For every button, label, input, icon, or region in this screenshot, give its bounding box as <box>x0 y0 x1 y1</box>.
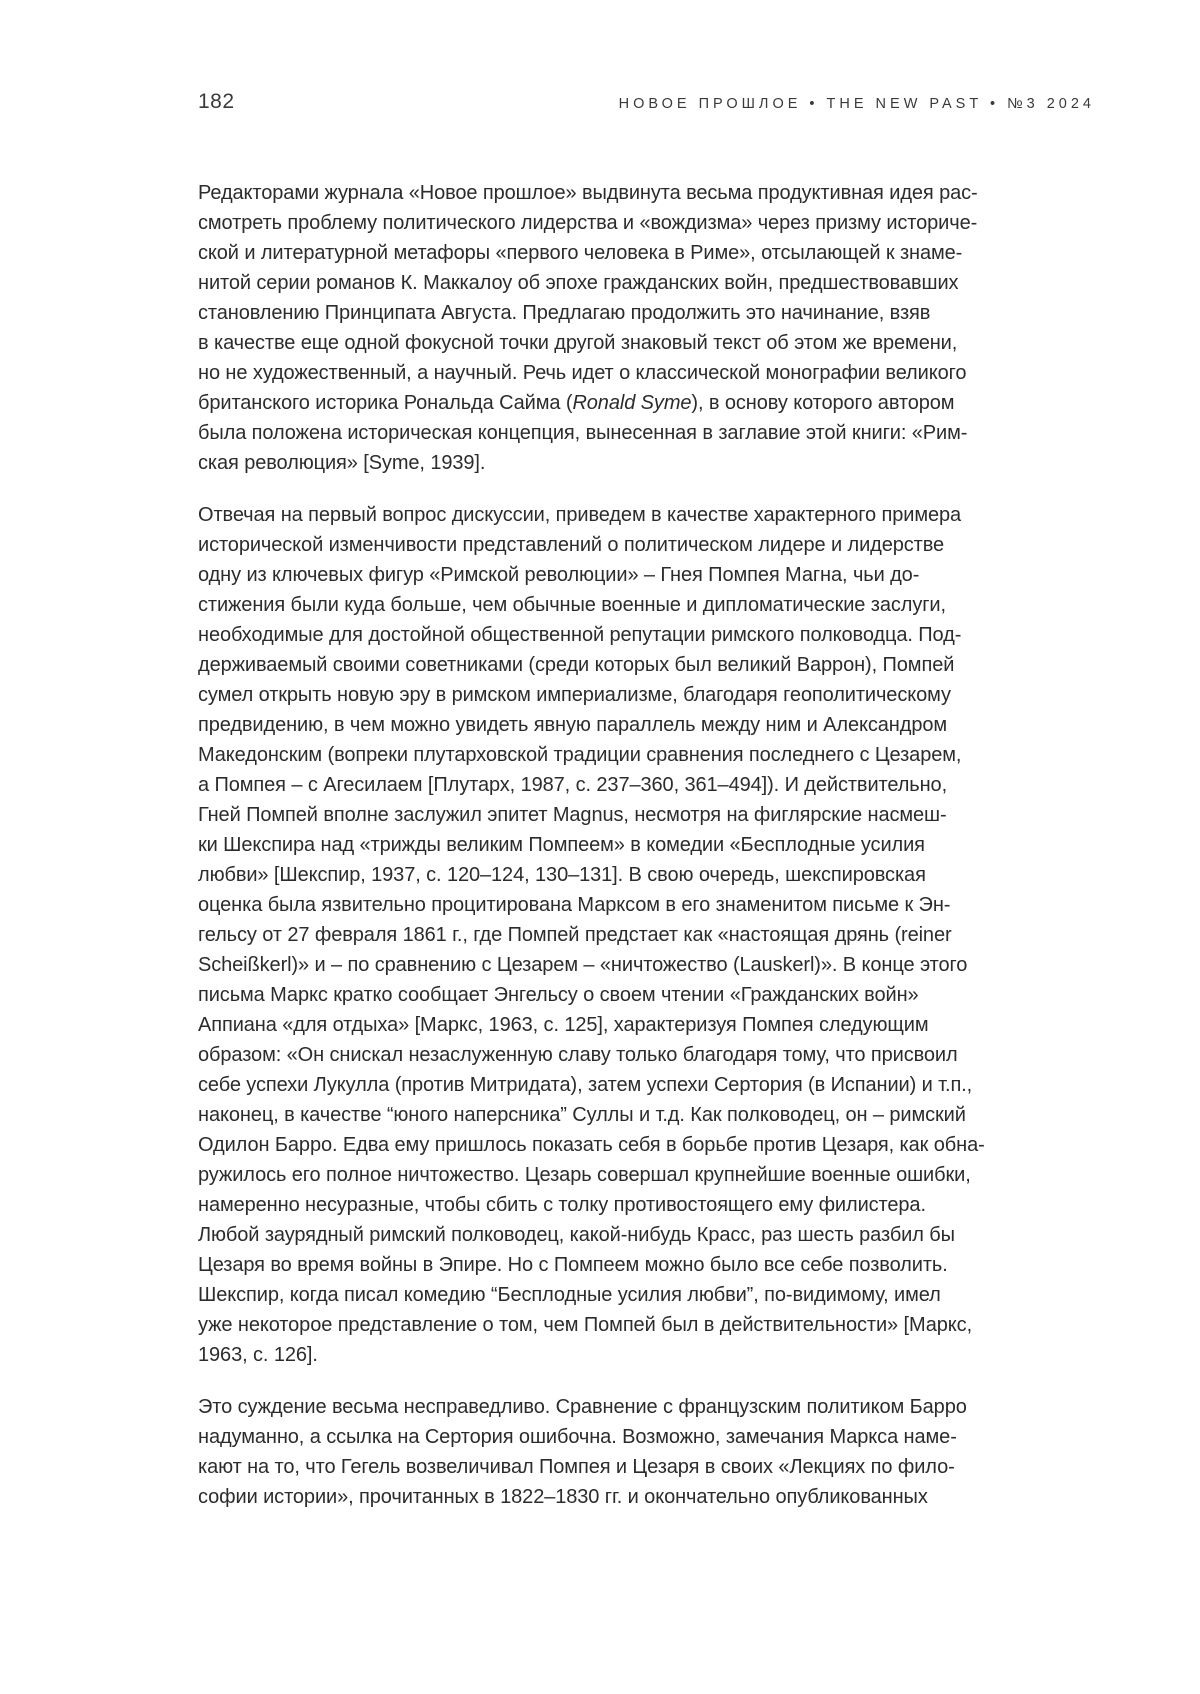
text-line: оценка была язвительно процитирована Марксом в его знаменитом письме к Эн- <box>198 894 951 916</box>
text-line: Scheißkerl)» и – по сравнению с Цезарем – «ничтожество (Lauskerl)». В конце этого <box>198 954 968 976</box>
text-line: гельсу от 27 февраля 1861 г., где Помпей предстает как «настоящая дрянь (reiner <box>198 924 952 946</box>
text-line: Одилон Барро. Едва ему пришлось показать себя в борьбе против Цезаря, как обна- <box>198 1134 985 1156</box>
page-number: 182 <box>198 90 235 113</box>
text-line: Редакторами журнала «Новое прошлое» выдвинута весьма продуктивная идея рас- <box>198 182 978 204</box>
text-line: предвидению, в чем можно увидеть явную параллель между ним и Александром <box>198 714 948 736</box>
text-line: становлению Принципата Августа. Предлагаю продолжить это начинание, взяв <box>198 302 931 324</box>
paragraph <box>198 500 1098 1370</box>
text-line: Цезаря во время войны в Эпире. Но с Помпеем можно было все себе позволить. <box>198 1254 948 1276</box>
text-line: Это суждение весьма несправедливо. Сравнение с французским политиком Барро <box>198 1396 967 1418</box>
text-line: надуманно, а ссылка на Сертория ошибочна. Возможно, замечания Маркса наме- <box>198 1426 957 1448</box>
text-line: образом: «Он снискал незаслуженную славу только благодаря тому, что присвоил <box>198 1044 958 1066</box>
text-line: любви» [Шекспир, 1937, с. 120–124, 130–131]. В свою очередь, шекспировская <box>198 864 926 886</box>
text-segment: ), в основу которого автором <box>691 392 955 414</box>
text-line: ской и литературной метафоры «первого человека в Риме», отсылающей к знаме- <box>198 242 963 264</box>
text-line: себе успехи Лукулла (против Митридата), затем успехи Сертория (в Испании) и т.п., <box>198 1074 973 1096</box>
text-line: Шекспир, когда писал комедию “Бесплодные усилия любви”, по-видимому, имел <box>198 1284 941 1306</box>
text-line: Любой заурядный римский полководец, какой-нибудь Красс, раз шесть разбил бы <box>198 1224 955 1246</box>
text-line: Аппиана «для отдыха» [Маркс, 1963, с. 125], характеризуя Помпея следующим <box>198 1014 929 1036</box>
text-line: ружилось его полное ничтожество. Цезарь совершал крупнейшие военные ошибки, <box>198 1164 971 1186</box>
text-line: наконец, в качестве “юного наперсника” Суллы и т.д. Как полководец, он – римский <box>198 1104 966 1126</box>
text-line: уже некоторое представление о том, чем Помпей был в действительности» [Маркс, <box>198 1314 973 1336</box>
text-segment: британского историка Рональда Сайма ( <box>198 392 573 414</box>
text-line: Македонским (вопреки плутарховской традиции сравнения последнего с Цезарем, <box>198 744 962 766</box>
text-line: ская революция» [Syme, 1939]. <box>198 452 486 474</box>
text-line: необходимые для достойной общественной репутации римского полководца. Под- <box>198 624 962 646</box>
article-body <box>198 178 1098 1534</box>
text-line: письма Маркс кратко сообщает Энгельсу о своем чтении «Гражданских войн» <box>198 984 919 1006</box>
text-line: Гней Помпей вполне заслужил эпитет Magnus, несмотря на фиглярские насмеш- <box>198 804 947 826</box>
page-header <box>198 90 1095 114</box>
text-line: одну из ключевых фигур «Римской революции» – Гнея Помпея Магна, чьи до- <box>198 564 920 586</box>
text-line: а Помпея – с Агесилаем [Плутарх, 1987, с. 237–360, 361–494]). И действительно, <box>198 774 948 796</box>
text-line: исторической изменчивости представлений о политическом лидере и лидерстве <box>198 534 945 556</box>
text-line: намеренно несуразные, чтобы сбить с толку противостоящего ему филистера. <box>198 1194 926 1216</box>
text-line: ки Шекспира над «трижды великим Помпеем» в комедии «Бесплодные усилия <box>198 834 925 856</box>
text-line: кают на то, что Гегель возвеличивал Помпея и Цезаря в своих «Лекциях по фило- <box>198 1456 955 1478</box>
text-line: нитой серии романов К. Маккалоу об эпохе гражданских войн, предшествовавших <box>198 272 959 294</box>
paragraph <box>198 1392 1098 1512</box>
text-line: сумел открыть новую эру в римском империализме, благодаря геополитическому <box>198 684 951 706</box>
text-line: держиваемый своими советниками (среди которых был великий Варрон), Помпей <box>198 654 955 676</box>
paragraph <box>198 178 1098 478</box>
text-line: 1963, с. 126]. <box>198 1344 318 1366</box>
text-line: софии истории», прочитанных в 1822–1830 гг. и окончательно опубликованных <box>198 1486 928 1508</box>
italic-text: Ronald Syme <box>572 392 692 414</box>
text-line <box>198 388 1098 418</box>
text-line: Отвечая на первый вопрос дискуссии, приведем в качестве характерного примера <box>198 504 962 526</box>
text-line: была положена историческая концепция, вынесенная в заглавие этой книги: «Рим- <box>198 422 968 444</box>
text-line: в качестве еще одной фокусной точки другой знаковый текст об этом же времени, <box>198 332 958 354</box>
text-line: но не художественный, а научный. Речь идет о классической монографии великого <box>198 362 967 384</box>
text-line: стижения были куда больше, чем обычные военные и дипломатические заслуги, <box>198 594 946 616</box>
running-head: НОВОЕ ПРОШЛОЕ • THE NEW PAST • №3 2024 <box>618 96 1095 112</box>
text-line: смотреть проблему политического лидерства и «вождизма» через призму историче- <box>198 212 978 234</box>
